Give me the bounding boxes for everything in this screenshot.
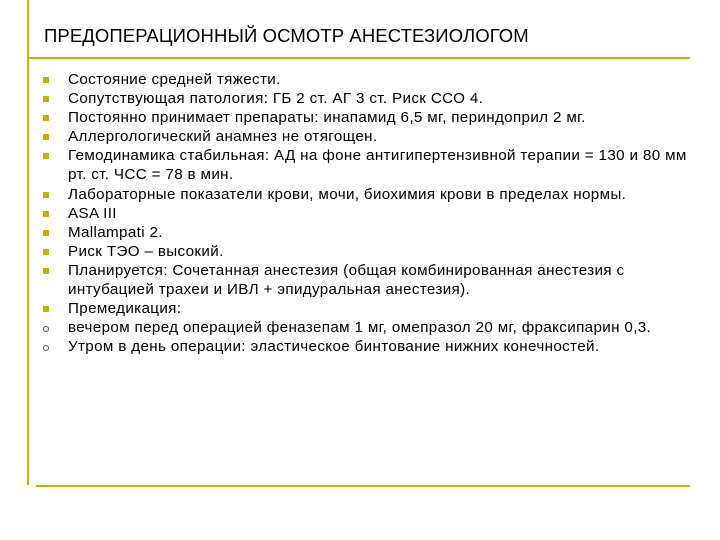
ring-bullet-icon [43, 345, 49, 351]
bullet-list [40, 70, 700, 356]
list-item [40, 223, 700, 242]
list-item [40, 185, 700, 204]
list-item [40, 318, 700, 337]
list-item-text: Сопутствующая патология: ГБ 2 ст. АГ 3 ст. Риск ССО 4. [68, 90, 484, 108]
list-item-text: Утром в день операции: эластическое бинтование нижних конечностей. [68, 338, 600, 356]
square-bullet-icon [43, 306, 49, 312]
square-bullet-icon [43, 77, 49, 83]
list-item-text: Состояние средней тяжести. [68, 71, 281, 88]
square-bullet-icon [43, 115, 49, 121]
list-item-text: Аллергологический анамнез не отягощен. [68, 128, 378, 146]
list-item-text: Планируется: Сочетанная анестезия (общая комбинированная анестезия с интубацией трахеи и ИВЛ + эпидуральная анестезия). [68, 261, 625, 299]
bottom-accent-line [36, 485, 690, 487]
list-item [40, 127, 700, 146]
list-item-text: Риск ТЭО – высокий. [68, 242, 224, 260]
list-item-text: Премедикация: [68, 300, 182, 318]
list-item [40, 89, 700, 108]
list-item [40, 146, 700, 184]
square-bullet-icon [43, 96, 49, 102]
square-bullet-icon [43, 230, 49, 236]
list-item [40, 299, 700, 318]
list-item [40, 337, 700, 356]
ring-bullet-icon [43, 326, 49, 332]
title-underline [27, 57, 690, 59]
list-item-text: Mallampati 2. [68, 223, 163, 241]
list-item [40, 108, 700, 127]
list-item [40, 70, 700, 89]
slide-title: ПРЕДОПЕРАЦИОННЫЙ ОСМОТР АНЕСТЕЗИОЛОГОМ [44, 25, 529, 46]
list-item-text: ASA III [68, 204, 117, 222]
left-accent-line [27, 0, 29, 485]
square-bullet-icon [43, 268, 49, 274]
list-item-text: Лабораторные показатели крови, мочи, биохимия крови в пределах нормы. [68, 185, 627, 203]
square-bullet-icon [43, 249, 49, 255]
list-item-text: вечером перед операцией феназепам 1 мг, омепразол 20 мг, фраксипарин 0,3. [68, 319, 652, 337]
square-bullet-icon [43, 153, 49, 159]
list-item-text: Гемодинамика стабильная: АД на фоне антигипертензивной терапии = 130 и 80 мм рт. ст. ЧСС = 78 в мин. [68, 147, 687, 184]
list-item [40, 242, 700, 261]
list-item-text: Постоянно принимает препараты: инапамид 6,5 мг, периндоприл 2 мг. [68, 109, 586, 127]
list-item [40, 204, 700, 223]
square-bullet-icon [43, 134, 49, 140]
square-bullet-icon [43, 211, 49, 217]
list-item [40, 261, 700, 299]
square-bullet-icon [43, 192, 49, 198]
